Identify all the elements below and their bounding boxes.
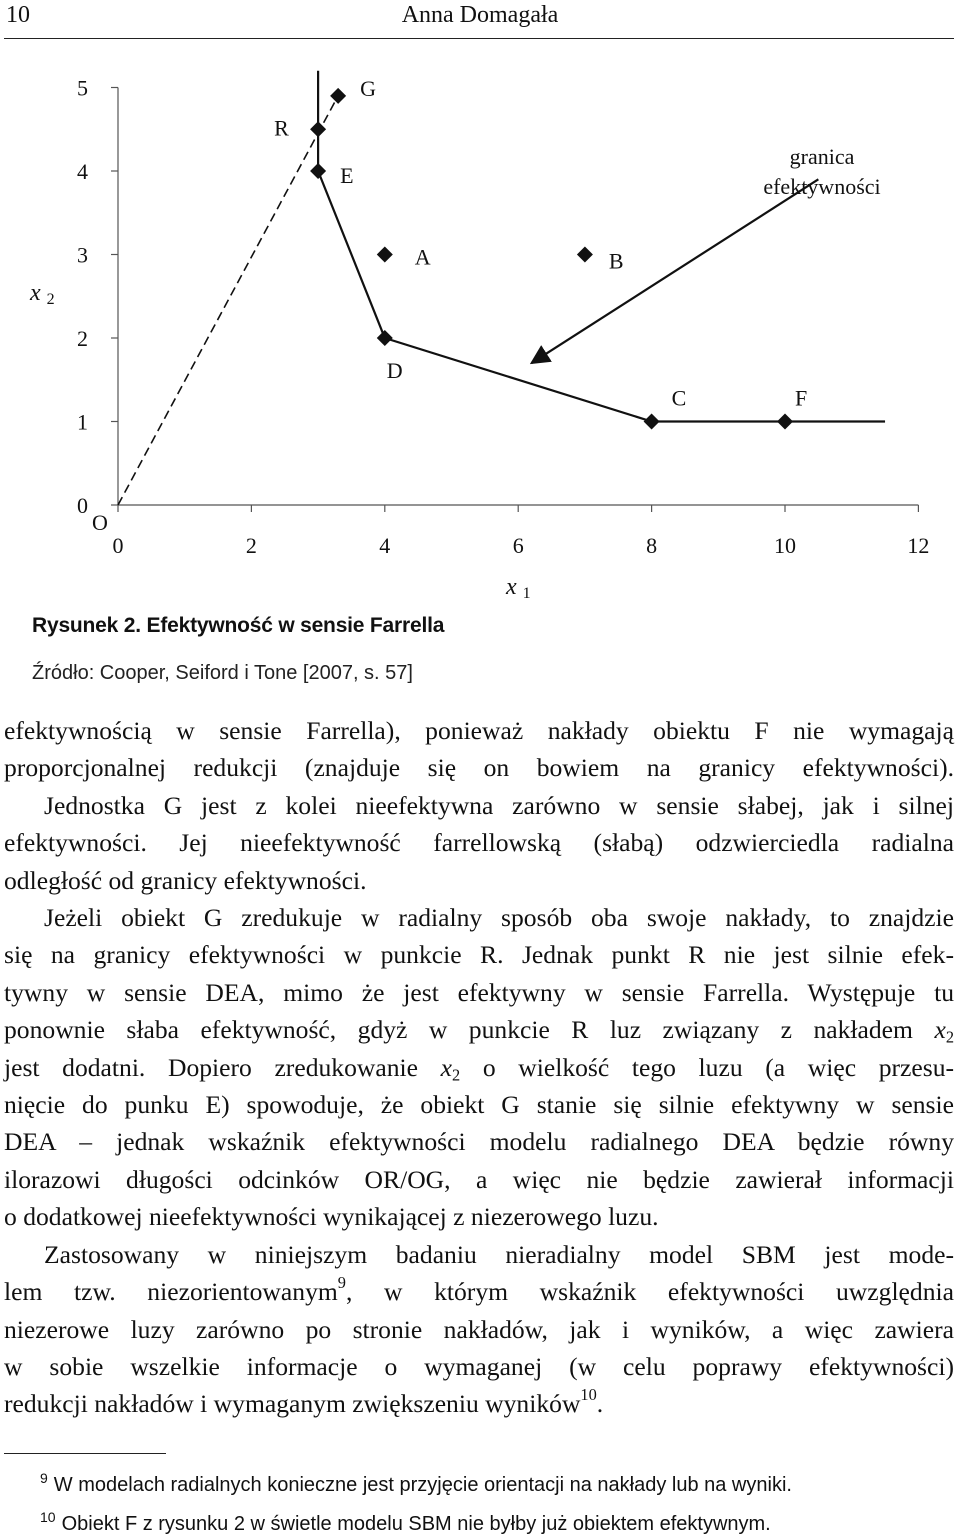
header-rule: [4, 38, 954, 39]
annotation-line-1: granica: [789, 144, 855, 169]
point-C: [644, 414, 660, 430]
page-header: [0, 0, 960, 40]
efficiency-frontier: [318, 71, 885, 422]
y-tick-label: 2: [77, 326, 88, 351]
figure-caption: Rysunek 2. Efektywność w sensie Farrella: [32, 614, 445, 637]
text-line: nięcie do punku E) spowoduje, że obiekt G stanie się silnie efektywny w sensie: [4, 1090, 954, 1120]
point-label-D: D: [386, 358, 403, 383]
point-A: [377, 247, 393, 263]
text-line: [4, 1273, 954, 1310]
text-span: redukcji nakładów i wymaganym zwiększeniu wyników: [4, 1389, 581, 1419]
text-line: odległość od granicy efektywności.: [4, 865, 367, 895]
text-span: jest dodatni. Dopiero zredukowanie: [4, 1052, 418, 1082]
subscript: 2: [945, 1027, 954, 1047]
point-G: [330, 88, 346, 104]
text-line: efektywności. Jej nieefektywność farrellowską (słabą) odzwierciedla radialna: [4, 828, 954, 858]
radial-ray: [118, 96, 338, 505]
footnote-ref[interactable]: 10: [580, 1385, 597, 1405]
text-line: tywny w sensie DEA, mimo że jest efektywny w sensie Farrella. Występuje tu: [4, 977, 954, 1007]
x-tick-label: 12: [907, 533, 930, 558]
footnote-rule: [4, 1453, 166, 1454]
origin-label: O: [92, 510, 108, 535]
text-span: lem tzw. niezorientowanym: [4, 1277, 338, 1307]
text-line: ilorazowi długości odcinków OR/OG, a więc nie będzie zawierał informacji: [4, 1164, 954, 1194]
figure-source: Źródło: Cooper, Seiford i Tone [2007, s. 57]: [32, 662, 413, 684]
text-line: Jednostka G jest z kolei nieefektywna zarówno w sensie słabej, jak i silnej: [44, 790, 954, 820]
point-label-C: C: [671, 385, 687, 411]
point-label-R: R: [274, 115, 289, 141]
text-span: o wielkość tego luzu (a więc przesu-: [482, 1052, 955, 1082]
x-tick-label: 6: [512, 533, 524, 558]
footnote-text: W modelach radialnych konieczne jest przyjęcie orientacji na nakłady lub na wyniki.: [53, 1474, 792, 1496]
text-line: DEA – jednak wskaźnik efektywności modelu radialnego DEA będzie równy: [4, 1127, 954, 1157]
body-text: [4, 712, 954, 1423]
chart-lines: [118, 71, 885, 505]
text-line: w sobie wszelkie informacje o wymaganej (w celu poprawy efektywności): [4, 1351, 954, 1381]
x-tick-label: 8: [646, 533, 658, 558]
x-tick-label: 2: [245, 533, 257, 558]
point-B: [577, 247, 593, 263]
x-axis-title: x 1: [506, 574, 531, 602]
text-line: niezerowe luzy zarówno po stronie nakładów, jak i wyników, a więc zawiera: [4, 1314, 954, 1344]
text-line: [4, 1049, 954, 1086]
point-label-A: A: [414, 244, 431, 270]
y-tick-label: 0: [77, 493, 88, 518]
point-R: [310, 121, 326, 137]
footnote-mark: 10: [40, 1509, 56, 1525]
y-tick-label: 1: [77, 409, 88, 435]
point-label-G: G: [360, 75, 377, 101]
text-line: Jeżeli obiekt G zredukuje w radialny sposób oba swoje nakłady, to znajdzie: [44, 903, 954, 933]
y-tick-label: 4: [77, 159, 88, 184]
footnote-text: Obiekt F z rysunku 2 w świetle modelu SBM nie byłby już obiektem efektywnym.: [61, 1513, 771, 1535]
annotation-arrow: [532, 179, 819, 363]
chart-points: [310, 88, 793, 430]
chart-labels: [29, 76, 929, 603]
text-span: , w którym wskaźnik efektywności uwzględnia: [345, 1277, 954, 1307]
footnote-10: [40, 1501, 950, 1540]
x-tick-label: 10: [774, 533, 796, 558]
footnote-9: [40, 1462, 950, 1501]
x-tick-label: 0: [112, 533, 124, 558]
point-F: [777, 414, 793, 430]
x-tick-label: 4: [379, 533, 391, 558]
text-span: .: [596, 1389, 604, 1419]
text-line: proporcjonalnej redukcji (znajduje się on bowiem na granicy efektywności).: [4, 753, 954, 783]
text-line: [4, 1385, 954, 1422]
point-label-E: E: [340, 163, 354, 188]
text-span: ponownie słaba efektywność, gdyż w punkcie R luz związany z nakładem: [4, 1015, 913, 1045]
footnotes: [40, 1462, 950, 1540]
text-line: Zastosowany w niniejszym badaniu nieradialny model SBM jest mode-: [44, 1239, 954, 1269]
point-label-F: F: [795, 385, 808, 411]
point-label-B: B: [608, 248, 624, 274]
page-number: 10: [6, 2, 30, 28]
annotation-line-2: efektywności: [763, 174, 881, 199]
y-tick-label: 5: [77, 75, 88, 101]
text-line: o dodatkowej nieefektywności wynikającej z niezerowego luzu.: [4, 1202, 659, 1232]
subscript: 2: [452, 1065, 461, 1085]
point-E: [310, 163, 326, 179]
text-line: [4, 1011, 954, 1048]
y-tick-label: 3: [77, 242, 88, 268]
text-line: efektywnością w sensie Farrella), ponieważ nakłady obiektu F nie wymagają: [4, 716, 954, 745]
running-head: Anna Domagała: [401, 2, 559, 28]
y-axis-title: x 2: [30, 280, 55, 308]
footnote-ref[interactable]: 9: [337, 1273, 346, 1293]
farrell-efficiency-chart: [0, 44, 960, 604]
point-D: [377, 330, 393, 346]
math-var: x: [440, 1052, 453, 1082]
math-var: x: [934, 1015, 946, 1045]
text-line: się na granicy efektywności w punkcie R. Jednak punkt R nie jest silnie efek-: [4, 940, 954, 970]
footnote-mark: 9: [40, 1470, 48, 1486]
